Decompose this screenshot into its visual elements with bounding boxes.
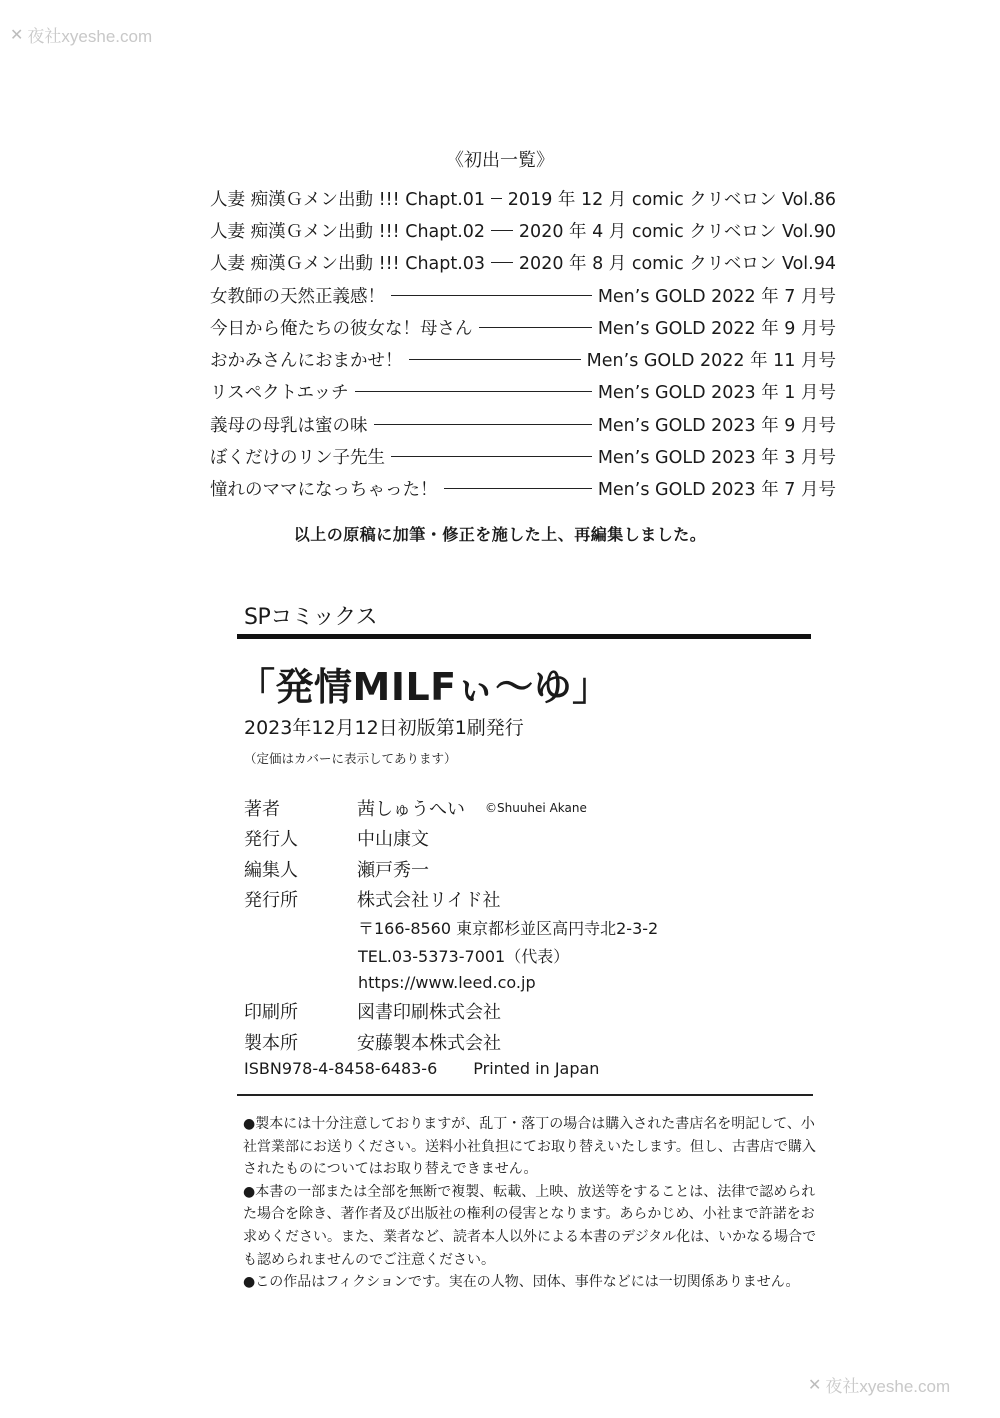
printer-key: 印刷所 — [244, 1002, 298, 1024]
watermark-bottom — [808, 1372, 950, 1397]
item-title: 今日から俺たちの彼女な！母さん — [210, 318, 473, 339]
publisher-person-row — [244, 823, 804, 853]
first-pub-title: 《初出一覧》 — [446, 150, 554, 171]
leader-line — [444, 488, 592, 489]
imprint-label: SPコミックス — [244, 605, 378, 630]
binder-row — [244, 1026, 804, 1056]
list-item — [210, 182, 836, 214]
item-source: 2020 年 8 月 comic クリベロン Vol.94 — [518, 254, 836, 275]
price-note: （定価はカバーに表示してあります） — [244, 751, 457, 766]
list-item — [210, 473, 836, 505]
item-title: 人妻 痴漢Ｇメン出動 !!! Chapt.03 — [210, 254, 486, 275]
item-title: ぼくだけのリン子先生 — [210, 448, 385, 469]
list-item — [210, 376, 836, 408]
url: https://www.leed.co.jp — [358, 972, 536, 992]
url-row — [244, 969, 804, 996]
leader-line — [391, 456, 592, 457]
item-source: Men’s GOLD 2023 年 3 月号 — [597, 448, 836, 469]
item-source: Men’s GOLD 2023 年 7 月号 — [597, 480, 836, 501]
item-title: リスペクトエッチ — [210, 383, 349, 404]
printer-row — [244, 996, 804, 1026]
tel-row — [244, 941, 804, 968]
book-title: 「発情MILFぃ〜ゆ」 — [237, 665, 611, 709]
address: 〒166-8560 東京都杉並区高円寺北2-3-2 — [358, 919, 659, 939]
list-item — [210, 214, 836, 246]
list-item — [210, 408, 836, 440]
list-item — [210, 311, 836, 343]
leader-line — [409, 359, 581, 360]
item-source: 2020 年 4 月 comic クリベロン Vol.90 — [518, 221, 836, 242]
item-source: Men’s GOLD 2023 年 1 月号 — [597, 383, 836, 404]
publisher-name: 株式会社リイド社 — [357, 890, 501, 912]
item-title: 義母の母乳は蜜の味 — [210, 415, 368, 436]
list-item — [210, 247, 836, 279]
leader-line — [355, 391, 592, 392]
address-row — [244, 914, 804, 941]
editor-key: 編集人 — [244, 859, 298, 881]
item-source: Men’s GOLD 2022 年 11 月号 — [586, 351, 836, 372]
binder-key: 製本所 — [244, 1032, 298, 1054]
watermark-text: 夜社xyeshe.com — [825, 1377, 951, 1396]
x-logo-icon: ✕ — [10, 26, 24, 44]
binder-name: 安藤製本株式会社 — [357, 1032, 501, 1054]
item-title: 憧れのママになっちゃった！ — [210, 480, 438, 501]
list-item — [210, 440, 836, 472]
publisher-row — [244, 884, 804, 914]
editor-name: 瀬戸秀一 — [357, 859, 429, 881]
x-logo-icon: ✕ — [808, 1376, 822, 1394]
author-name: 茜しゅうへい — [357, 799, 465, 821]
leader-line — [491, 262, 513, 263]
publisher-person: 中山康文 — [357, 829, 429, 851]
leader-line — [491, 198, 502, 199]
leader-line — [479, 327, 592, 328]
copyright: ©Shuuhei Akane — [485, 801, 587, 816]
item-title: 人妻 痴漢Ｇメン出動 !!! Chapt.02 — [210, 221, 486, 242]
tel: TEL.03-5373-7001（代表） — [358, 946, 570, 966]
printed-in: Printed in Japan — [473, 1059, 600, 1078]
leader-line — [374, 424, 592, 425]
isbn: ISBN978-4-8458-6483-6 — [244, 1059, 438, 1078]
list-item — [210, 343, 836, 375]
item-source: Men’s GOLD 2023 年 9 月号 — [597, 415, 836, 436]
divider — [237, 634, 811, 639]
author-key: 著者 — [244, 799, 280, 821]
divider — [237, 1094, 813, 1096]
notices — [243, 1113, 823, 1294]
isbn-line — [244, 1059, 599, 1078]
editor-row — [244, 854, 804, 884]
item-title: おかみさんにおまかせ！ — [210, 351, 403, 372]
revision-note: 以上の原稿に加筆・修正を施した上、再編集しました。 — [293, 525, 707, 544]
watermark-text: 夜社xyeshe.com — [27, 27, 153, 46]
leader-line — [391, 295, 592, 296]
item-source: Men’s GOLD 2022 年 7 月号 — [597, 286, 836, 307]
item-source: Men’s GOLD 2022 年 9 月号 — [597, 318, 836, 339]
notice: ●この作品はフィクションです。実在の人物、団体、事件などには一切関係ありません。 — [243, 1274, 800, 1291]
watermark-top — [10, 22, 152, 47]
printer-name: 図書印刷株式会社 — [357, 1002, 501, 1024]
leader-line — [491, 230, 513, 231]
first-pub-list — [210, 182, 836, 505]
publisher-key: 発行所 — [244, 890, 298, 912]
author-row — [244, 793, 804, 823]
publisher-person-key: 発行人 — [244, 829, 298, 851]
notice: ●本書の一部または全部を無断で複製、転載、上映、放送等をすることは、法律で認められた場合を除き、著作者及び出版社の権利の侵害となります。あらかじめ、小社まで許諾をお求めください。また、業者など、読者本人以外による本書のデジタル化は、いかなる場合でも認められませんのでご注意ください。 — [243, 1183, 817, 1268]
item-source: 2019 年 12 月 comic クリベロン Vol.86 — [507, 189, 836, 210]
item-title: 人妻 痴漢Ｇメン出動 !!! Chapt.01 — [210, 189, 486, 210]
item-title: 女教師の天然正義感！ — [210, 286, 385, 307]
edition-date: 2023年12月12日初版第1刷発行 — [244, 717, 524, 739]
notice: ●製本には十分注意しておりますが、乱丁・落丁の場合は購入された書店名を明記して、小社営業部にお送りください。送料小社負担にてお取り替えいたします。但し、古書店で購入されたものについてはお取り替えできません。 — [243, 1116, 816, 1178]
colophon-info — [244, 793, 804, 1057]
list-item — [210, 279, 836, 311]
